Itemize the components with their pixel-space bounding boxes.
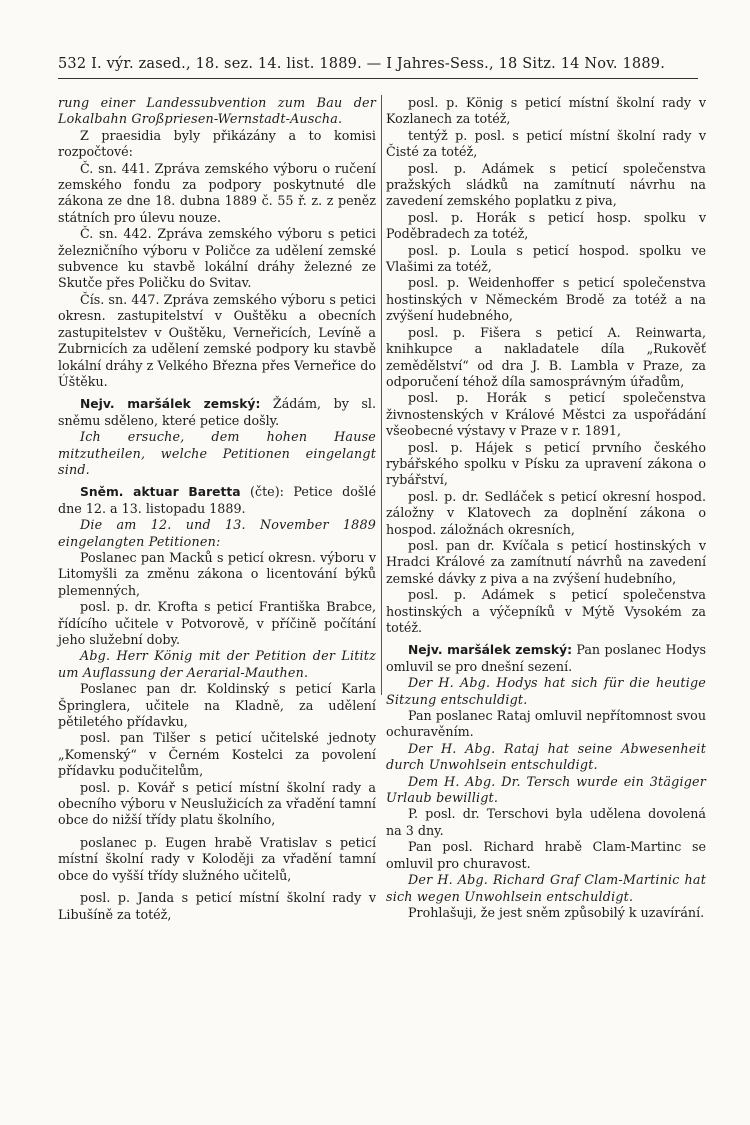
paragraph-text: Abg. Herr König mit der Petition der Lititz um Auflassung der Aerarial-Mauthen. — [58, 648, 376, 680]
right-paragraph — [386, 872, 706, 905]
right-paragraph — [386, 489, 706, 538]
right-paragraph — [386, 905, 706, 921]
right-paragraph — [386, 325, 706, 391]
right-paragraph — [386, 275, 706, 324]
paragraph-text: posl. p. Hájek s peticí prvního českého rybářského spolku v Písku za upravení zákona o rybářství, — [386, 439, 706, 488]
paragraph-text: Pan poslanec Rataj omluvil nepřítomnost svou ochuravěním. — [386, 708, 706, 740]
speaker-name: Nejv. maršálek zemský: — [80, 397, 261, 412]
left-paragraph — [58, 95, 376, 128]
right-paragraph — [386, 741, 706, 774]
right-paragraph — [386, 243, 706, 276]
paragraph-text: posl. p. Loula s peticí hospod. spolku ve Vlašimi za totéž, — [386, 242, 706, 275]
paragraph-text: Dem H. Abg. Dr. Tersch wurde ein 3tägiger Urlaub bewilligt. — [386, 773, 706, 806]
left-paragraph — [58, 517, 376, 550]
paragraph-text: Pan poslanec Hodys omluvil se pro dnešní sezení. — [386, 642, 706, 674]
left-paragraph — [58, 648, 376, 681]
left-paragraph — [58, 292, 376, 390]
paragraph-text: Z praesidia byly přikázány a to komisi rozpočtové: — [58, 127, 376, 160]
paragraph-text: Prohlašuji, že jest sněm způsobilý k uzavírání. — [408, 904, 705, 920]
paragraph-text: posl. p. Horák s peticí hosp. spolku v Poděbradech za totéž, — [386, 209, 706, 242]
paragraph-text: Č. sn. 441. Zpráva zemského výboru o ručení zemského fondu za podpory poskytnuté dle zákona ze dne 18. dubna 1889 č. 55 ř. z. z peněz státních pro úlevu nouze. — [58, 160, 376, 225]
right-paragraph — [386, 210, 706, 243]
left-column — [58, 95, 376, 923]
paragraph-text: Der H. Abg. Richard Graf Clam-Martinic hat sich wegen Unwohlsein entschuldigt. — [386, 872, 706, 904]
right-paragraph — [386, 708, 706, 741]
speaker-name: Sněm. aktuar Baretta — [80, 485, 241, 500]
paragraph-text: poslanec p. Eugen hrabě Vratislav s peticí místní školní rady v Koloději za vřadění tamní obce do vyšší třídy služného učitelů, — [58, 834, 376, 883]
right-paragraph — [386, 538, 706, 587]
speaker-name: Nejv. maršálek zemský: — [408, 643, 573, 658]
left-paragraph — [58, 890, 376, 923]
left-paragraph — [58, 730, 376, 779]
paragraph-text: P. posl. dr. Terschovi byla udělena dovolená na 3 dny. — [386, 806, 706, 838]
left-paragraph — [58, 681, 376, 730]
paragraph-text: Ich ersuche, dem hohen Hause mitzutheilen, welche Petitionen eingelangt sind. — [58, 429, 376, 477]
paragraph-text: (čte): Petice došlé dne 12. a 13. listopadu 1889. — [58, 484, 376, 516]
left-paragraph — [58, 161, 376, 227]
paragraph-text: posl. p. Adámek s peticí společenstva pražských sládků na zamítnutí návrhu na zavedení zemského poplatku z piva, — [386, 160, 706, 209]
right-paragraph — [386, 675, 706, 708]
right-paragraph — [386, 774, 706, 807]
right-paragraph — [386, 128, 706, 161]
paragraph-text: Der H. Abg. Hodys hat sich für die heutige Sitzung entschuldigt. — [386, 675, 706, 707]
right-paragraph — [386, 440, 706, 489]
right-paragraph — [386, 161, 706, 210]
paragraph-text: posl. p. dr. Krofta s peticí Františka Brabce, řídícího učitele v Potvorově, v příčině počítání jeho služební doby. — [58, 599, 376, 647]
left-paragraph — [58, 226, 376, 292]
right-column — [386, 95, 706, 921]
column-divider — [381, 95, 382, 695]
left-paragraph — [58, 484, 376, 517]
right-paragraph — [386, 642, 706, 675]
left-paragraph — [58, 429, 376, 478]
paragraph-text: Poslanec pan Macků s peticí okresn. výboru v Litomyšli za změnu zákona o licentování býků plemenných, — [58, 549, 376, 598]
paragraph-text: posl. pan dr. Kvíčala s peticí hostinských v Hradci Králové za zamítnutí návrhů na zavedení zemské dávky z piva a na zvýšení hudebního, — [386, 537, 706, 586]
paragraph-text: posl. p. Weidenhoffer s peticí společenstva hostinských v Německém Brodě za totéž a na zvýšení hudebného, — [386, 275, 706, 324]
paragraph-text: Die am 12. und 13. November 1889 eingelangten Petitionen: — [58, 517, 376, 549]
paragraph-text: Čís. sn. 447. Zpráva zemského výboru s petici okresn. zastupitelství v Ouštěku a obecních zastupitelstev v Ouštěku, Verneřicích, Levíně a Zubrnicích za udělení zemské podpory ku stavbě lokální dráhy z Velkého Března přes Verneřice do Úštěku. — [58, 291, 376, 389]
left-paragraph — [58, 835, 376, 884]
paragraph-text: Č. sn. 442. Zpráva zemského výboru s petici železničního výboru v Poličce za udělení zemské subvence ku stavbě lokální dráhy železné ze Skutče přes Poličku do Svitav. — [58, 226, 376, 291]
right-paragraph — [386, 839, 706, 872]
left-paragraph — [58, 396, 376, 429]
paragraph-text: posl. p. Kovář s peticí místní školní rady a obecního výboru v Neuslužicích za vřadění tamní obce do nižší třídy platu školního, — [58, 779, 376, 828]
paragraph-text: Der H. Abg. Rataj hat seine Abwesenheit durch Unwohlsein entschuldigt. — [386, 740, 706, 773]
left-paragraph — [58, 599, 376, 648]
right-paragraph — [386, 390, 706, 439]
paragraph-text: Poslanec pan dr. Koldinský s peticí Karla Špringlera, učitele na Kladně, za udělení pětiletého přídavku, — [58, 681, 376, 730]
paragraph-text: tentýž p. posl. s peticí místní školní rady v Čisté za totéž, — [386, 127, 706, 160]
paragraph-text: posl. p. dr. Sedláček s peticí okresní hospod. záložny v Klatovech za doplnění zákona o hospod. záložnách okresních, — [386, 488, 706, 537]
paragraph-text: Žádám, by sl. sněmu sděleno, které petice došly. — [58, 396, 376, 428]
paragraph-text: rung einer Landessubvention zum Bau der Lokalbahn Großpriesen-Wernstadt-Auscha. — [58, 95, 376, 127]
paragraph-text: posl. pan Tilšer s peticí učitelské jednoty „Komenský“ v Černém Kostelci za povolení přídavku podučitelům, — [58, 730, 376, 779]
paragraph-text: posl. p. Janda s peticí místní školní rady v Libušíně za totéž, — [58, 890, 376, 922]
right-paragraph — [386, 95, 706, 128]
paragraph-text: Pan posl. Richard hrabě Clam-Martinc se omluvil pro churavost. — [386, 839, 706, 871]
paragraph-text: posl. p. Adámek s peticí společenstva hostinských a výčepníků v Mýtě Vysokém za totéž. — [386, 587, 706, 635]
page-header: 532 I. výr. zased., 18. sez. 14. list. 1889. — I Jahres-Sess., 18 Sitz. 14 Nov. 1889. — [58, 56, 698, 79]
right-paragraph — [386, 806, 706, 839]
right-paragraph — [386, 587, 706, 636]
paragraph-text: posl. p. König s peticí místní školní rady v Kozlanech za totéž, — [386, 95, 706, 127]
paragraph-text: posl. p. Fišera s peticí A. Reinwarta, knihkupce a nakladatele díla „Rukověť zemědělství“ od dra J. B. Lambla v Praze, za odporučení téhož díla samosprávným úřadům, — [386, 324, 706, 389]
paragraph-text: posl. p. Horák s peticí společenstva živnostenských v Králové Městci za uspořádání všeobecné výstavy v Praze v r. 1891, — [386, 390, 706, 439]
left-paragraph — [58, 128, 376, 161]
left-paragraph — [58, 550, 376, 599]
left-paragraph — [58, 780, 376, 829]
